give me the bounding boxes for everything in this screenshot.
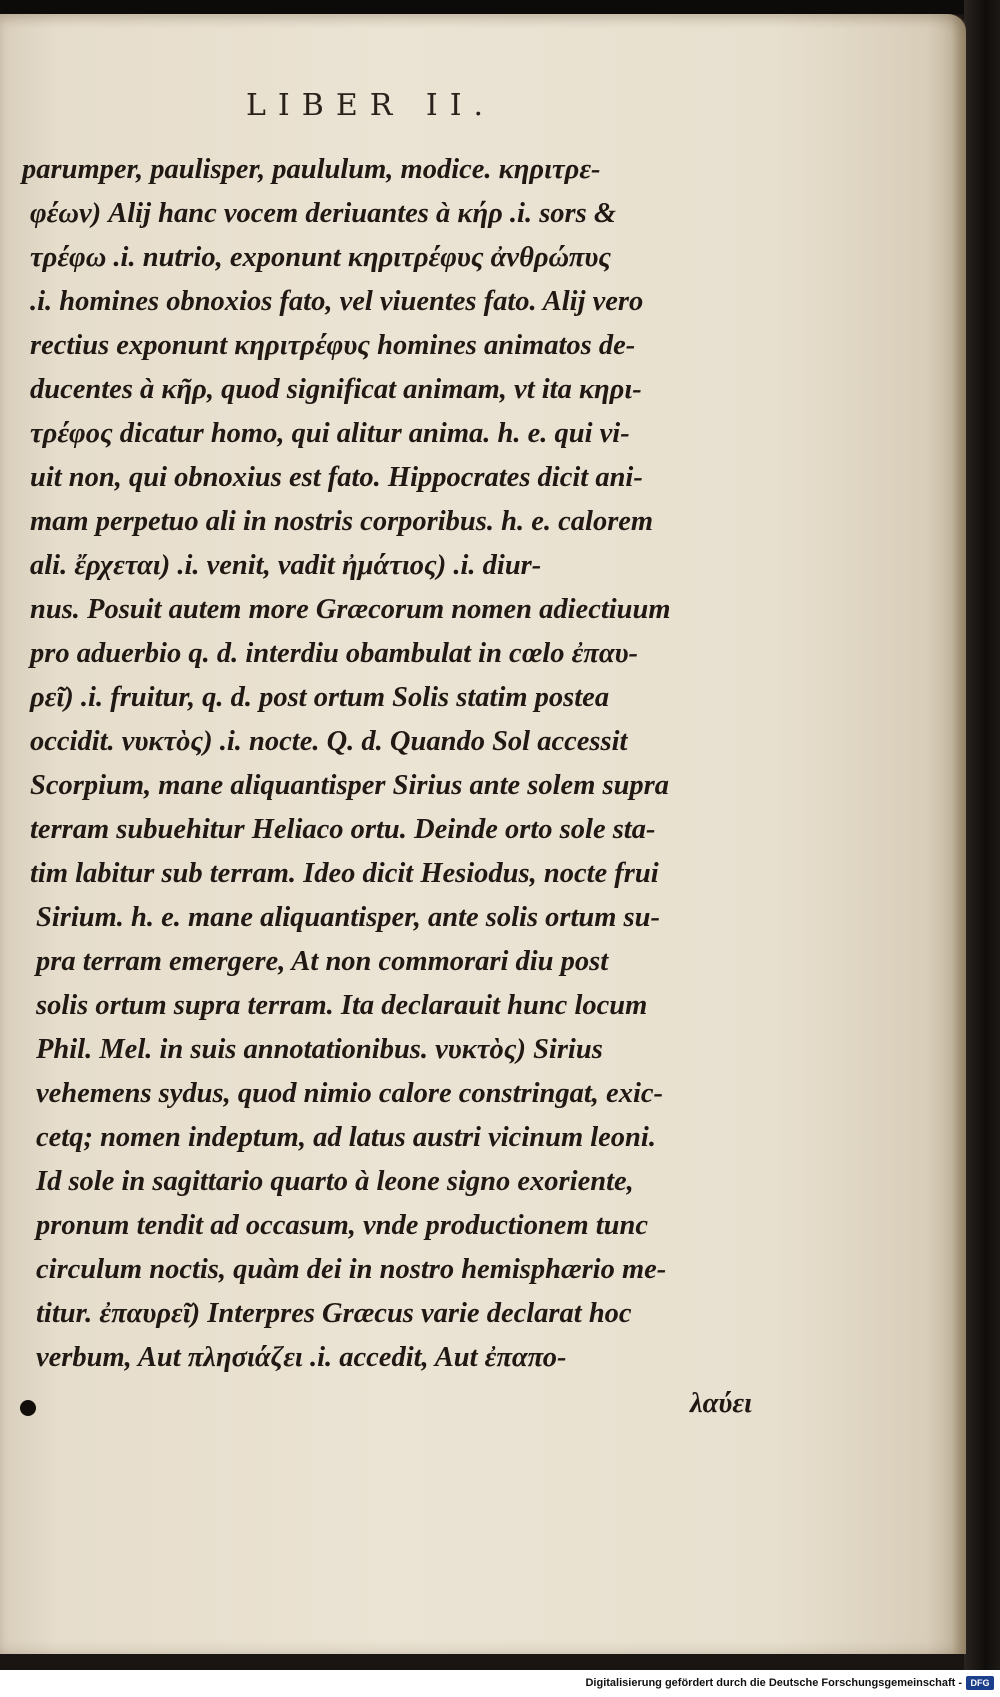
digitization-credit: Digitalisierung gefördert durch die Deutsche Forschungsgemeinschaft - xyxy=(585,1677,962,1689)
text-line: ali. ἔρχεται) .i. venit, vadit ἠμάτιος) .i. diur- xyxy=(30,550,542,581)
text-line: Sirium. h. e. mane aliquantisper, ante solis ortum su- xyxy=(36,902,660,933)
text-line: parumper, paulisper, paululum, modice. κηριτρε- xyxy=(22,154,601,185)
text-line: uit non, qui obnoxius est fato. Hippocrates dicit ani- xyxy=(30,462,643,493)
scan-top-border xyxy=(0,0,1000,14)
text-line: occidit. νυκτὸς) .i. nocte. Q. d. Quando Sol accessit xyxy=(30,726,628,757)
text-line: τρέφω .i. nutrio, exponunt κηριτρέφυς ἀνθρώπυς xyxy=(30,242,611,273)
text-line: vehemens sydus, quod nimio calore constringat, exic- xyxy=(36,1078,663,1109)
text-line: tim labitur sub terram. Ideo dicit Hesiodus, nocte frui xyxy=(30,858,659,889)
signature-dot-mark xyxy=(20,1400,36,1416)
page-body-text xyxy=(22,148,762,1380)
text-line: verbum, Aut πλησιάζει .i. accedit, Aut ἐπαπο- xyxy=(36,1342,567,1373)
text-line: circulum noctis, quàm dei in nostro hemisphærio me- xyxy=(36,1254,667,1285)
text-line: pra terram emergere, At non commorari diu post xyxy=(36,946,609,977)
text-line: Scorpium, mane aliquantisper Sirius ante solem supra xyxy=(30,770,670,801)
page-edge-shadow xyxy=(952,14,966,1654)
text-line: cetq; nomen indeptum, ad latus austri vicinum leoni. xyxy=(36,1122,656,1153)
text-line: terram subuehitur Heliaco ortu. Deinde orto sole sta- xyxy=(30,814,656,845)
scan-right-border xyxy=(964,0,1000,1670)
text-line: ρεῖ) .i. fruitur, q. d. post ortum Solis statim postea xyxy=(30,682,610,713)
text-line: nus. Posuit autem more Græcorum nomen adiectiuum xyxy=(30,594,671,625)
text-line: ducentes à κῆρ, quod significat animam, vt ita κηρι- xyxy=(30,374,642,405)
text-line: rectius exponunt κηριτρέφυς homines animatos de- xyxy=(30,330,636,361)
text-line: Id sole in sagittario quarto à leone signo exoriente, xyxy=(36,1166,634,1197)
text-line: φέων) Alij hanc vocem deriuantes à κήρ .i. sors & xyxy=(30,198,617,229)
text-line: titur. ἐπαυρεῖ) Interpres Græcus varie declarat hoc xyxy=(36,1298,632,1329)
running-head: LIBER II. xyxy=(246,88,496,123)
text-line: pronum tendit ad occasum, vnde productionem tunc xyxy=(36,1210,649,1241)
text-line: mam perpetuo ali in nostris corporibus. h. e. calorem xyxy=(30,506,654,537)
text-line: solis ortum supra terram. Ita declarauit hunc locum xyxy=(36,990,648,1021)
text-line: pro aduerbio q. d. interdiu obambulat in cœlo ἐπαυ- xyxy=(30,638,639,669)
text-line: Phil. Mel. in suis annotationibus. νυκτὸς) Sirius xyxy=(36,1034,603,1065)
dfg-logo: DFG xyxy=(966,1676,994,1690)
catchword: λαύει xyxy=(690,1388,752,1419)
text-line: .i. homines obnoxios fato, vel viuentes fato. Alij vero xyxy=(30,286,644,317)
text-line: τρέφος dicatur homo, qui alitur anima. h. e. qui vi- xyxy=(30,418,630,449)
